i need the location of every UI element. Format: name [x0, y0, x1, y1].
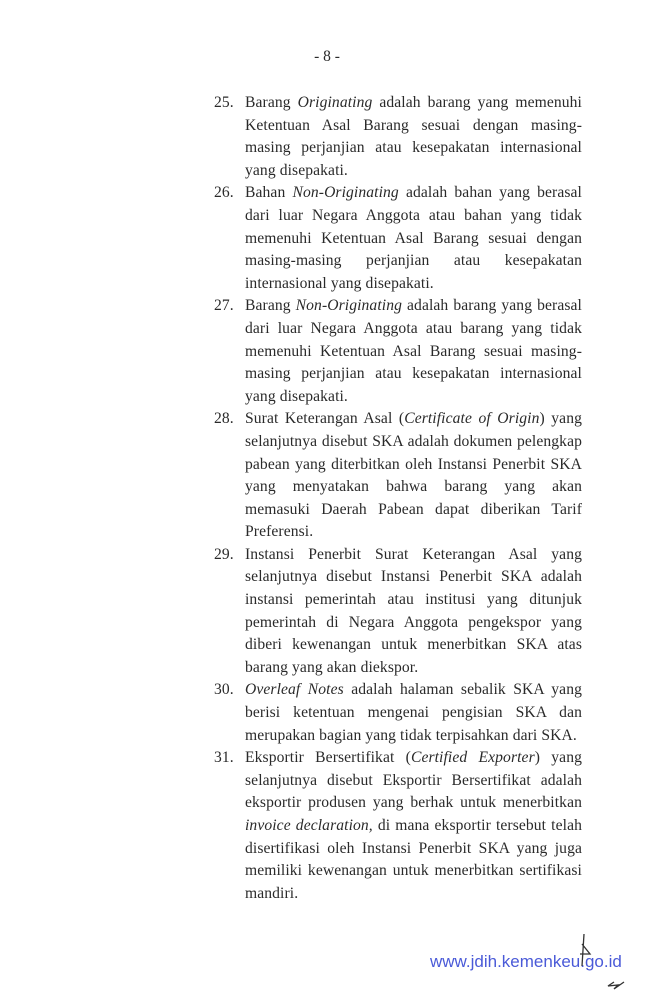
item-text: Barang — [245, 297, 296, 315]
item-number: 27. — [214, 297, 234, 315]
italic-term: invoice declaration, — [245, 817, 373, 834]
page-number: - 8 - — [314, 48, 340, 65]
item-text: di mana eksportir tersebut telah disertifikasi oleh Instansi Penerbit SKA yang juga memiliki kewenangan untuk menerbitkan sertifikasi mandiri. — [245, 817, 582, 902]
italic-term: Certificate of Origin — [404, 410, 540, 428]
list-item — [214, 679, 582, 747]
definition-list — [214, 92, 582, 905]
item-number: 28. — [214, 410, 234, 428]
item-text: adalah barang yang memenuhi Ketentuan Asal Barang sesuai dengan masing-masing perjanjian atau kesepakatan internasional yang disepakati. — [245, 94, 582, 179]
item-text: adalah barang yang berasal dari luar Negara Anggota atau barang yang tidak memenuhi Ketentuan Asal Barang sesuai masing-masing perjanjian atau kesepakatan internasional yang disepakati. — [245, 297, 582, 405]
item-text: Bahan — [245, 184, 293, 202]
item-text: Barang — [245, 94, 298, 111]
item-text: Eksportir Bersertifikat ( — [245, 749, 411, 767]
item-number: 29. — [214, 545, 234, 563]
item-number: 25. — [214, 94, 234, 111]
list-item — [214, 295, 582, 408]
item-text: Instansi Penerbit Surat Keterangan Asal yang selanjutnya disebut Instansi Penerbit SKA adalah instansi pemerintah atau institusi yang ditunjuk pemerintah di Negara Anggota pengekspor yang diberi kewenangan untuk menerbitkan SKA atas barang yang akan diekspor. — [245, 545, 582, 676]
item-text: adalah bahan yang berasal dari luar Negara Anggota atau bahan yang tidak memenuhi Ketentuan Asal Barang sesuai dengan masing-masing perjanjian atau kesepakatan internasional yang disepakati. — [245, 184, 582, 292]
list-item — [214, 408, 582, 544]
list-item — [214, 544, 582, 680]
italic-term: Non-Originating — [295, 297, 402, 315]
footer-url-link[interactable]: www.jdih.kemenkeu.go.id — [430, 952, 622, 971]
italic-term: Certified Exporter — [410, 749, 535, 767]
list-item — [214, 747, 582, 905]
item-number: 26. — [214, 184, 234, 202]
list-item — [214, 92, 582, 182]
italic-term: Non-Originating — [292, 184, 399, 202]
item-number: 30. — [214, 681, 234, 699]
list-item — [214, 182, 582, 295]
item-text: adalah halaman sebalik SKA yang berisi ketentuan mengenai pengisian SKA dan merupakan bagian yang tidak terpisahkan dari SKA. — [245, 681, 582, 744]
italic-term: Originating — [297, 94, 373, 111]
item-text: Surat Keterangan Asal ( — [245, 410, 405, 428]
italic-term: Overleaf Notes — [245, 681, 344, 699]
item-text: ) yang selanjutnya disebut SKA adalah dokumen pelengkap pabean yang diterbitkan oleh Instansi Penerbit SKA yang menyatakan bahwa barang yang akan memasuki Daerah Pabean dapat diberikan Tarif Preferensi. — [245, 410, 582, 541]
paraf-signature-icon — [578, 932, 638, 992]
item-text: ) yang selanjutnya disebut Eksportir Bersertifikat adalah eksportir produsen yang berhak untuk menerbitkan — [245, 749, 582, 812]
item-number: 31. — [214, 749, 234, 767]
